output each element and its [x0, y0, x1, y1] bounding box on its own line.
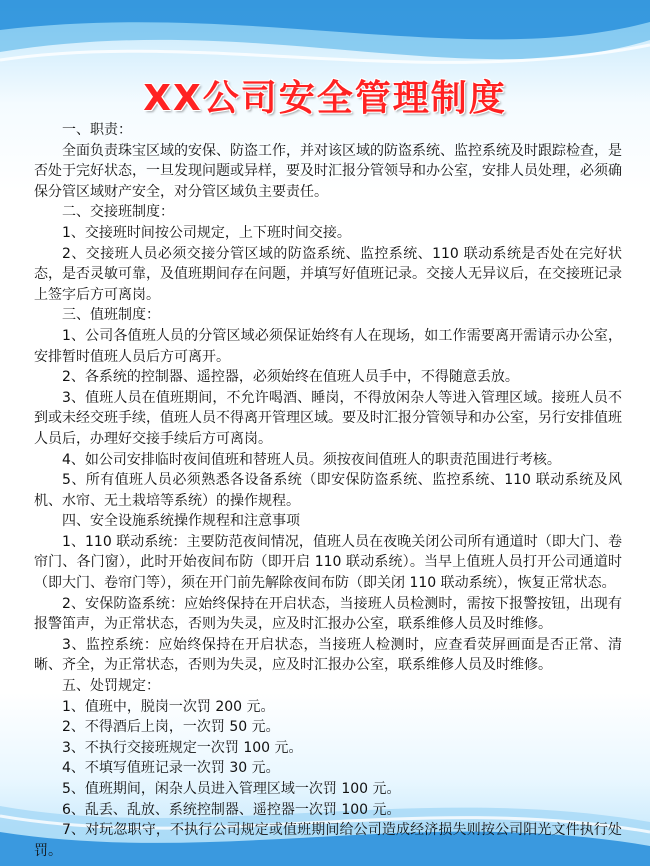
paragraph: 4、如公司安排临时夜间值班和替班人员。须按夜间值班人的职责范围进行考核。	[62, 451, 561, 468]
section-heading: 一、职责：	[62, 122, 132, 138]
paragraph: 1、公司各值班人员的分管区域必须保证始终有人在现场，如工作需要离开需请示办公室，安排暂时值班人员后方可离开。	[34, 327, 622, 365]
paragraph: 1、110 联动系统：主要防范夜间情况，值班人员在夜晚关闭公司所有通道时（即大门、卷帘门、各门窗），此时开始夜间布防（即开启 110 联动系统）。当早上值班人员打开公司通道时（即大门、卷帘门等），须在开门前先解除夜间布防（即关闭 110 联动系统），恢复正常状态。	[34, 533, 622, 592]
paragraph: 2、安保防盗系统：应始终保持在开启状态，当接班人员检测时，需按下报警按钮，出现有报警笛声，为正常状态，否则为失灵，应及时汇报办公室，联系维修人员及时维修。	[34, 595, 622, 633]
paragraph: 全面负责珠宝区域的安保、防盗工作，并对该区域的防盗系统、监控系统及时跟踪检查，是否处于完好状态，一旦发现问题或异样，要及时汇报分管领导和办公室，安排人员处理，必须确保分管区域财产安全，对分管区域负主要责任。	[34, 142, 622, 200]
paragraph: 6、乱丢、乱放、系统控制器、遥控器一次罚 100 元。	[62, 801, 401, 818]
section-heading: 二、交接班制度：	[62, 204, 174, 221]
section-heading: 四、安全设施系统操作规程和注意事项	[62, 513, 300, 530]
paragraph: 7、对玩忽职守，不执行公司规定或值班期间给公司造成经济损失则按公司阳光文件执行处罚。	[34, 822, 622, 859]
document-body	[34, 120, 622, 861]
section-heading: 三、值班制度：	[62, 307, 160, 324]
paragraph: 2、各系统的控制器、遥控器，必须始终在值班人员手中，不得随意丢放。	[62, 369, 519, 386]
page-title: XX公司安全管理制度	[143, 78, 507, 119]
paragraph: 1、值班中，脱岗一次罚 200 元。	[62, 698, 275, 715]
paragraph: 2、交接班人员必须交接分管区域的防盗系统、监控系统、110 联动系统是否处在完好状态，是否灵敏可靠，及值班期间存在问题，并填写好值班记录。交接人无异议后，在交接班记录上签字后方可离岗。	[34, 245, 622, 303]
paragraph: 3、不执行交接班规定一次罚 100 元。	[62, 739, 303, 756]
paragraph: 4、不填写值班记录一次罚 30 元。	[62, 760, 280, 777]
paragraph: 3、值班人员在值班期间，不允许喝酒、睡岗，不得放闲杂人等进入管理区域。接班人员不到或未经交班手续，值班人员不得离开管理区域。要及时汇报分管领导和办公室，另行安排值班人员后，办理好交接手续后方可离岗。	[34, 389, 622, 447]
paragraph: 5、所有值班人员必须熟悉各设备系统（即安保防盗系统、监控系统、110 联动系统及风机、水帘、无土栽培等系统）的操作规程。	[34, 472, 622, 509]
section-heading: 五、处罚规定：	[62, 678, 160, 695]
paragraph: 2、不得酒后上岗，一次罚 50 元。	[62, 719, 280, 736]
paragraph: 3、监控系统：应始终保持在开启状态，当接班人检测时，应查看荧屏画面是否正常、清晰、齐全，为正常状态，否则为失灵，应及时汇报办公室，联系维修人员及时维修。	[34, 636, 622, 674]
paragraph: 1、交接班时间按公司规定，上下班时间交接。	[62, 224, 351, 241]
paragraph: 5、值班期间，闲杂人员进入管理区域一次罚 100 元。	[62, 781, 401, 797]
